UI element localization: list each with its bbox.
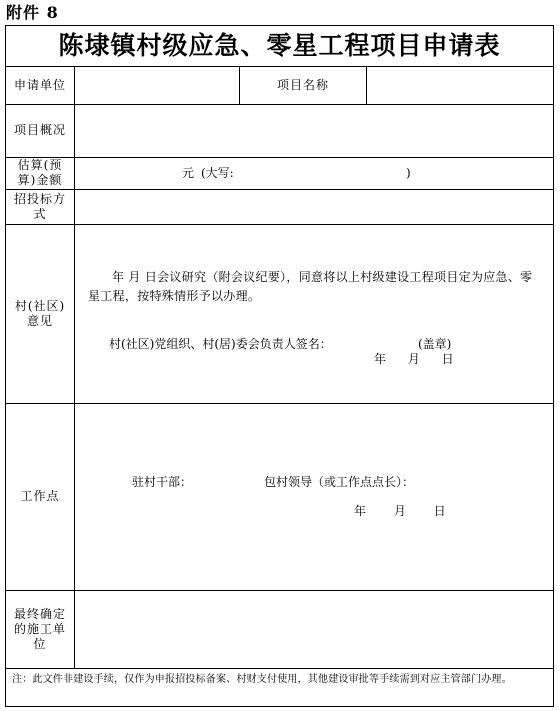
project-name-field[interactable] bbox=[367, 66, 552, 104]
leader-label: 包村领导（或工作点点长）： bbox=[264, 475, 415, 489]
applicant-field[interactable] bbox=[75, 66, 239, 104]
estimate-uppercase-close: ) bbox=[406, 166, 411, 180]
estimate-label: 估算(预算)金额 bbox=[17, 158, 63, 187]
work-point-date: 年 月 日 bbox=[354, 504, 446, 518]
bidding-label: 招投标方式 bbox=[13, 191, 66, 221]
project-name-label: 项目名称 bbox=[276, 77, 329, 92]
work-point-label: 工作点 bbox=[20, 489, 60, 503]
village-date: 年 月 日 bbox=[374, 352, 454, 366]
attachment-label: 附件 8 bbox=[6, 3, 59, 22]
village-signature-label: 村(社区)党组织、村(居)委会负责人签名： bbox=[109, 337, 332, 351]
footnote: 注：此文件非建设手续，仅作为申报招投标备案、村财支付使用，其他建设审批等手续需到对应主管部门办理。 bbox=[12, 674, 512, 685]
final-unit-label: 最终确定的施工单位 bbox=[13, 606, 66, 651]
applicant-label: 申请单位 bbox=[13, 77, 66, 92]
row-divider bbox=[6, 668, 553, 669]
bidding-field[interactable] bbox=[75, 189, 552, 224]
row-divider bbox=[6, 403, 553, 404]
overview-field[interactable] bbox=[75, 104, 552, 157]
village-opinion-label: 村(社区)意见 bbox=[14, 298, 66, 328]
final-unit-field[interactable] bbox=[75, 590, 552, 668]
estimate-uppercase-open: (大写: bbox=[201, 166, 234, 180]
village-opinion-paragraph: 年 月 日会议研究（附会议纪要），同意将以上村级建设工程项目定为应急、零星工程，按特殊情形予以办理。 bbox=[88, 270, 533, 303]
overview-label: 项目概况 bbox=[13, 123, 66, 137]
row-divider bbox=[6, 157, 553, 158]
cadre-label: 驻村干部： bbox=[132, 475, 193, 489]
estimate-unit: 元 bbox=[182, 166, 195, 180]
application-form bbox=[5, 25, 554, 707]
form-title: 陈埭镇村级应急、零星工程项目申请表 bbox=[58, 31, 501, 60]
village-seal: (盖章) bbox=[418, 337, 452, 351]
row-divider bbox=[6, 224, 553, 225]
